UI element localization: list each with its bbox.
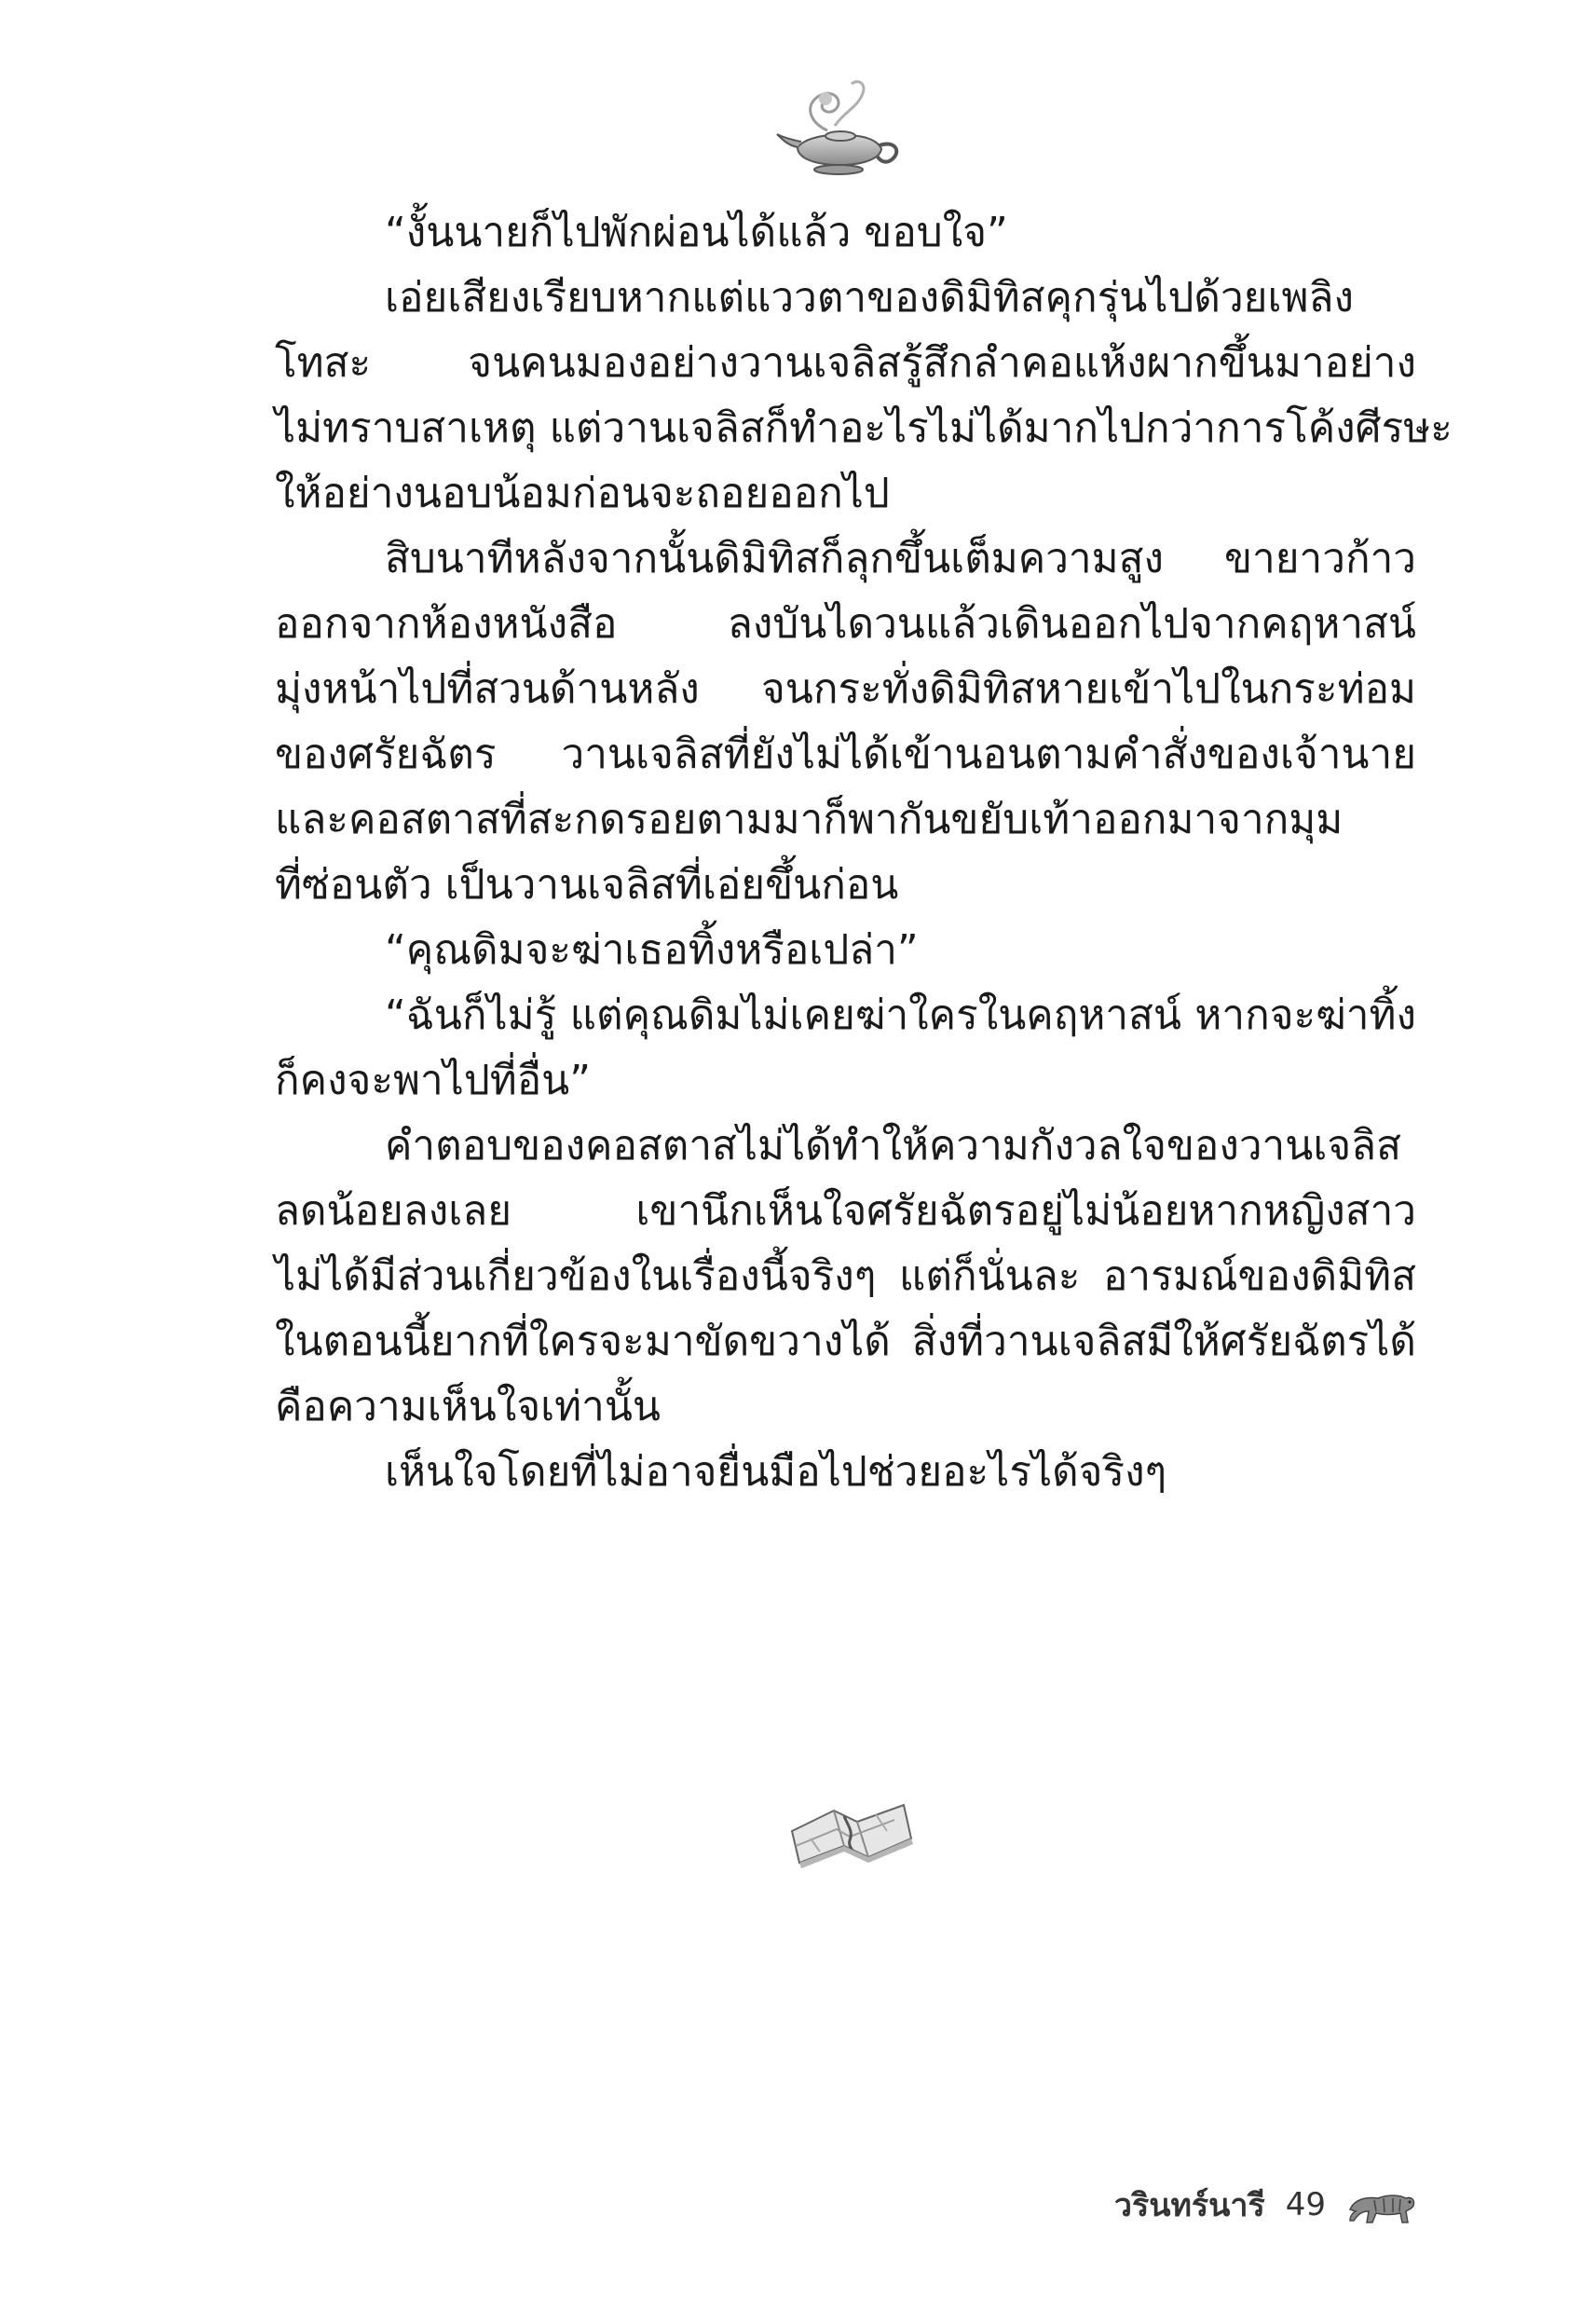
text-line: “คุณดิมจะฆ่าเธอทิ้งหรือเปล่า” <box>385 926 919 974</box>
text-line: ก็คงจะพาไปที่อื่น” <box>275 1057 592 1104</box>
book-title: วรินทร์นารี <box>1113 2187 1265 2224</box>
text-line: คือความเห็นใจเท่านั้น <box>275 1383 662 1430</box>
paragraph <box>275 1440 1416 1505</box>
text-line: และคอสตาสที่สะกดรอยตามมาก็พากันขยับเท้าออกมาจากมุม <box>275 796 1344 843</box>
text-line: ไม่ได้มีส่วนเกี่ยวข้องในเรื่องนี้จริงๆ แต่ก็นั่นละ อารมณ์ของดิมิทิส <box>275 1252 1416 1300</box>
magic-lamp-icon <box>770 75 909 177</box>
page-footer <box>1114 2177 1419 2233</box>
tiger-icon <box>1346 2183 1419 2226</box>
chapter-body <box>275 200 1453 1505</box>
text-line: โทสะ จนคนมองอย่างวานเจลิสรู้สึกลำคอแห้งผากขึ้นมาอย่าง <box>275 339 1416 387</box>
text-line: ลดน้อยลงเลย เขานึกเห็นใจศรัยฉัตรอยู่ไม่น้อยหากหญิงสาว <box>275 1187 1416 1235</box>
text-line: ที่ซ่อนตัว เป็นวานเจลิสที่เอ่ยขึ้นก่อน <box>275 861 899 909</box>
text-line: ไม่ทราบสาเหตุ แต่วานเจลิสก็ทำอะไรไม่ได้มากไปกว่าการโค้งศีรษะ <box>275 404 1453 452</box>
text-line: มุ่งหน้าไปที่สวนด้านหลัง จนกระทั่งดิมิทิสหายเข้าไปในกระท่อม <box>275 665 1416 713</box>
text-line: ในตอนนี้ยากที่ใครจะมาขัดขวางได้ สิ่งที่วานเจลิสมีให้ศรัยฉัตรได้ <box>275 1318 1416 1365</box>
paragraph <box>275 983 1416 1114</box>
paragraph <box>275 1114 1416 1440</box>
text-line: ออกจากห้องหนังสือ ลงบันไดวนแล้วเดินออกไปจากคฤหาสน์ <box>275 600 1416 648</box>
page-number: 49 <box>1285 2186 1326 2223</box>
text-line: “งั้นนายก็ไปพักผ่อนได้แล้ว ขอบใจ” <box>385 209 1008 256</box>
folded-map-icon <box>783 1794 918 1868</box>
text-line: “ฉันก็ไม่รู้ แต่คุณดิมไม่เคยฆ่าใครในคฤหาสน์ หากจะฆ่าทิ้ง <box>385 991 1416 1039</box>
paragraph <box>275 918 1416 983</box>
paragraph <box>275 526 1416 918</box>
text-line: เอ่ยเสียงเรียบหากแต่แววตาของดิมิทิสคุกรุ่นไปด้วยเพลิง <box>385 274 1354 321</box>
text-line: เห็นใจโดยที่ไม่อาจยื่นมือไปช่วยอะไรได้จริงๆ <box>385 1448 1167 1496</box>
text-line: ของศรัยฉัตร วานเจลิสที่ยังไม่ได้เข้านอนตามคำสั่งของเจ้านาย <box>275 731 1416 778</box>
paragraph <box>275 200 1416 266</box>
text-line: สิบนาทีหลังจากนั้นดิมิทิสก็ลุกขึ้นเต็มความสูง ขายาวก้าว <box>385 535 1416 582</box>
text-line: ให้อย่างนอบน้อมก่อนจะถอยออกไป <box>275 470 890 517</box>
paragraph <box>275 266 1453 526</box>
text-line: คำตอบของคอสตาสไม่ได้ทำให้ความกังวลใจของวานเจลิส <box>385 1122 1401 1169</box>
